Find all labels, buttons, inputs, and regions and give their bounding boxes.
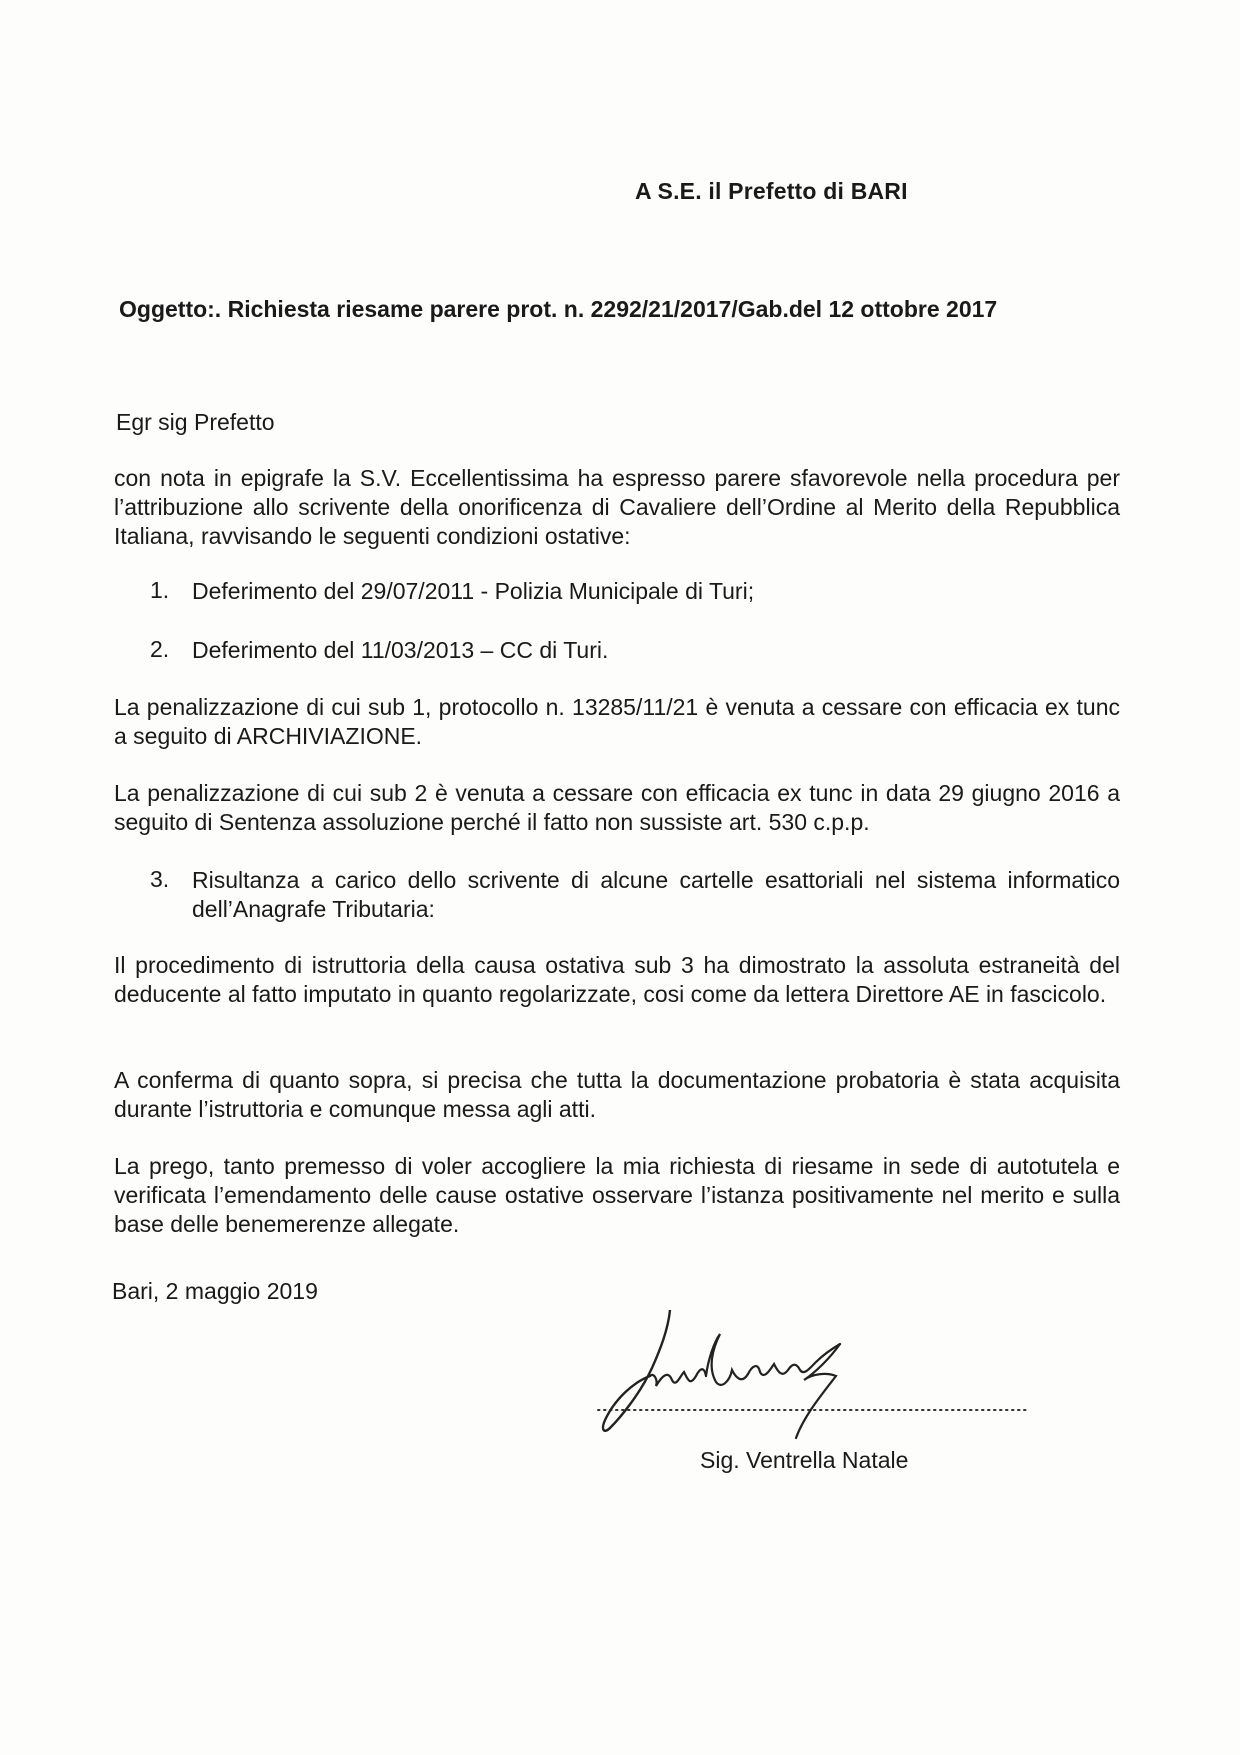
- list-item-number: 2.: [150, 636, 170, 662]
- handwritten-signature: [590, 1310, 1050, 1440]
- paragraph-prego: La prego, tanto premesso di voler accogliere la mia richiesta di riesame in sede di autotutela e verificata l’emendamento delle cause ostative osservare l’istanza positivamente nel merito e sulla base delle benemerenze allegate.: [114, 1153, 1120, 1237]
- signer-name: Sig. Ventrella Natale: [700, 1447, 909, 1473]
- list-item-number: 1.: [150, 577, 170, 603]
- paragraph-sub3: Il procedimento di istruttoria della causa ostativa sub 3 ha dimostrato la assoluta estraneità del deducente al fatto imputato in quanto regolarizzate, cosi come da lettera Direttore AE in fascicolo.: [114, 952, 1120, 1007]
- paragraph-conferma: A conferma di quanto sopra, si precisa che tutta la documentazione probatoria è stata acquisita durante l’istruttoria e comunque messa agli atti.: [114, 1067, 1120, 1122]
- letter-date: Bari, 2 maggio 2019: [112, 1278, 318, 1304]
- paragraph-sub2: La penalizzazione di cui sub 2 è venuta a cessare con efficacia ex tunc in data 29 giugno 2016 a seguito di Sentenza assoluzione perché il fatto non sussiste art. 530 c.p.p.: [114, 780, 1120, 835]
- addressee: A S.E. il Prefetto di BARI: [635, 178, 908, 204]
- paragraph-sub1: La penalizzazione di cui sub 1, protocollo n. 13285/11/21 è venuta a cessare con efficacia ex tunc a seguito di ARCHIVIAZIONE.: [114, 694, 1120, 749]
- salutation: Egr sig Prefetto: [116, 409, 275, 435]
- list-item-text: Risultanza a carico dello scrivente di alcune cartelle esattoriali nel sistema informatico dell’Anagrafe Tributaria:: [192, 867, 1120, 922]
- subject-line: Oggetto:. Richiesta riesame parere prot. n. 2292/21/2017/Gab.del 12 ottobre 2017: [119, 296, 998, 322]
- list-item-number: 3.: [150, 866, 170, 892]
- list-item-text: Deferimento del 11/03/2013 – CC di Turi.: [192, 637, 609, 663]
- intro-paragraph: con nota in epigrafe la S.V. Eccellentissima ha espresso parere sfavorevole nella procedura per l’attribuzione allo scrivente della onorificenza di Cavaliere dell’Ordine al Merito della Repubblica Italiana, ravvisando le seguenti condizioni ostative:: [114, 465, 1120, 549]
- list-item-text: Deferimento del 29/07/2011 - Polizia Municipale di Turi;: [192, 578, 755, 604]
